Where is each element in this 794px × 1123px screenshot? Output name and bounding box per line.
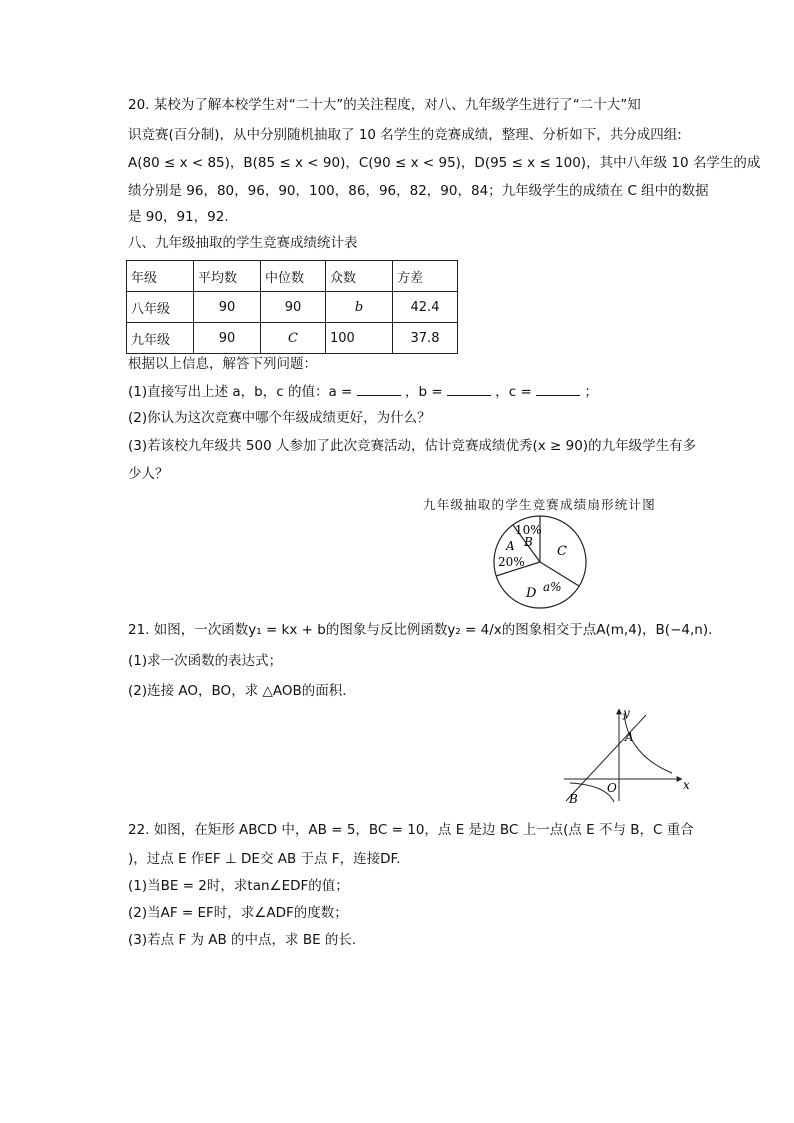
header-mean: 平均数 [194,261,261,292]
part1-end: ； [584,384,598,400]
y-axis-label: y [623,706,630,720]
q21-part2: (2)连接 AO，BO，求 △AOB的面积. [128,683,347,699]
q20-line-1: 20. 某校为了解本校学生对“二十大”的关注程度，对八、九年级学生进行了“二十大”知 [128,97,641,113]
stats-table [126,260,458,354]
cell-mean: 90 [194,292,261,323]
q20-part3-line2: 少人？ [128,466,169,482]
q20-line-2: 识竞赛(百分制)，从中分别随机抽取了 10 名学生的竞赛成绩，整理、分析如下，共分成四组: [128,127,682,143]
part1-b: ，b = [404,384,443,400]
q21-line-1: 21. 如图，一次函数y₁ = kx + b的图象与反比例函数y₂ = 4/x的图象相交于点A(m,4)，B(−4,n). [128,622,713,638]
pie-label-d: D [526,586,537,601]
answer-blank-c[interactable] [536,383,580,396]
cell-variance: 37.8 [393,323,458,354]
cell-mode: b [326,292,393,323]
q20-part1 [128,383,598,401]
cell-mean: 90 [194,323,261,354]
x-axis-label: x [683,778,690,792]
cell-grade: 八年级 [127,292,194,323]
header-mode: 众数 [326,261,393,292]
q22-line-2: )，过点 E 作EF ⊥ DE交 AB 于点 F，连接DF. [128,851,401,867]
table-row [127,323,458,354]
header-median: 中位数 [261,261,326,292]
pie-title: 九年级抽取的学生竞赛成绩扇形统计图 [423,497,656,512]
pie-label-a-pct: 20% [498,555,525,569]
pie-chart [480,515,600,611]
header-grade: 年级 [127,261,194,292]
q20-part2: (2)你认为这次竞赛中哪个年级成绩更好，为什么？ [128,410,431,426]
pie-label-b-pct: 10% [515,523,542,537]
function-graph [560,705,695,805]
q22-part2: (2)当AF = EF时，求∠ADF的度数； [128,905,348,921]
q20-intro: 根据以上信息，解答下列问题： [128,356,317,372]
point-a-label: A [625,730,634,744]
q22-part3: (3)若点 F 为 AB 的中点，求 BE 的长. [128,932,357,948]
cell-median: C [261,323,326,354]
cell-median: 90 [261,292,326,323]
pie-label-d-pct: a% [543,580,562,594]
q20-line-5: 是 90，91，92. [128,209,229,225]
cell-mode: 100 [326,323,393,354]
q21-part1: (1)求一次函数的表达式； [128,653,283,669]
part1-c: ，c = [495,384,532,400]
q20-line-3: A(80 ≤ x < 85)，B(85 ≤ x < 90)，C(90 ≤ x < 95)，D(95 ≤ x ≤ 100)，其中八年级 10 名学生的成 [128,155,761,171]
pie-label-c: C [557,544,567,559]
table-title: 八、九年级抽取的学生竞赛成绩统计表 [128,235,358,251]
answer-blank-b[interactable] [447,383,491,396]
point-b-label: B [569,792,578,805]
cell-grade: 九年级 [127,323,194,354]
header-variance: 方差 [393,261,458,292]
q22-part1: (1)当BE = 2时，求tan∠EDF的值； [128,878,349,894]
q22-line-1: 22. 如图，在矩形 ABCD 中，AB = 5，BC = 10，点 E 是边 BC 上一点(点 E 不与 B，C 重合 [128,822,694,838]
table-row [127,292,458,323]
q20-part3-line1: (3)若该校九年级共 500 人参加了此次竞赛活动，估计竞赛成绩优秀(x ≥ 90)的九年级学生有多 [128,438,697,454]
linear-function-line [566,715,646,801]
origin-label: O [607,781,617,795]
part1-prefix: (1)直接写出上述 a，b，c 的值：a = [128,384,353,400]
pie-label-a: A [506,539,515,553]
table-header-row [127,261,458,292]
answer-blank-a[interactable] [357,383,401,396]
cell-variance: 42.4 [393,292,458,323]
pie-label-b: B [524,535,533,549]
q20-line-4: 绩分别是 96，80，96，90，100，86，96，82，90，84；九年级学生的成绩在 C 组中的数据 [128,183,709,199]
